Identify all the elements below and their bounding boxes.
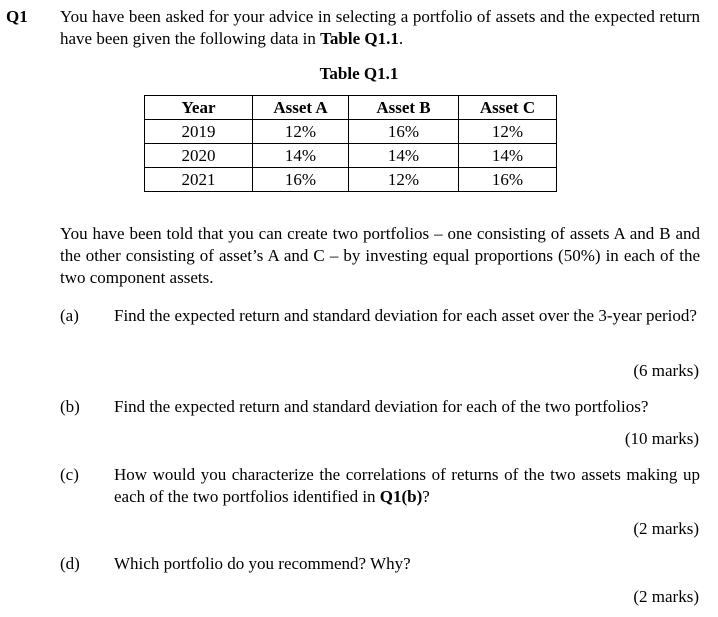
- header-asset-a: Asset A: [253, 96, 349, 120]
- part-c-ref: Q1(b): [379, 487, 423, 506]
- table-cell: 12%: [459, 120, 557, 144]
- table-cell: 16%: [253, 168, 349, 192]
- table-cell: 14%: [349, 144, 459, 168]
- part-c-text: [114, 464, 700, 508]
- header-asset-c: Asset C: [459, 96, 557, 120]
- table-row: [145, 168, 557, 192]
- part-c-text-main: How would you characterize the correlations of returns of the two assets making up each of the two portfolios identified in: [114, 465, 700, 506]
- part-c-marks: (2 marks): [633, 519, 699, 538]
- table-cell: 12%: [253, 120, 349, 144]
- question-number: Q1: [6, 7, 28, 26]
- returns-table: [144, 95, 557, 192]
- part-a-text: Find the expected return and standard deviation for each asset over the 3-year period?: [114, 306, 697, 325]
- table-cell: 2020: [145, 144, 253, 168]
- intro-end: .: [398, 29, 404, 48]
- part-b-marks: (10 marks): [624, 429, 699, 448]
- part-d-marks: (2 marks): [633, 587, 699, 606]
- table-cell: 14%: [253, 144, 349, 168]
- table-cell: 2019: [145, 120, 253, 144]
- part-a-label: (a): [60, 306, 79, 325]
- intro-table-ref: Table Q1.1: [320, 29, 399, 48]
- part-a-marks: (6 marks): [633, 361, 699, 380]
- table-header-row: [145, 96, 557, 120]
- header-year: Year: [145, 96, 253, 120]
- table-cell: 12%: [349, 168, 459, 192]
- table-cell: 16%: [349, 120, 459, 144]
- table-row: [145, 144, 557, 168]
- portfolio-description: You have been told that you can create two portfolios – one consisting of assets A and B and the other consisting of asset’s A and C – by investing equal proportions (50%) in each of the two component assets.: [60, 224, 700, 287]
- table-cell: 14%: [459, 144, 557, 168]
- part-d-label: (d): [60, 554, 80, 573]
- table-title: Table Q1.1: [319, 64, 399, 83]
- part-b-text: Find the expected return and standard deviation for each of the two portfolios?: [114, 397, 649, 416]
- table-cell: 16%: [459, 168, 557, 192]
- question-intro: [60, 6, 700, 50]
- intro-text: You have been asked for your advice in selecting a portfolio of assets and the expected return have been given the following data in: [60, 7, 700, 48]
- part-b-label: (b): [60, 397, 80, 416]
- table-row: [145, 120, 557, 144]
- table-cell: 2021: [145, 168, 253, 192]
- part-c-text-end: ?: [422, 487, 430, 506]
- part-c-label: (c): [60, 465, 79, 484]
- header-asset-b: Asset B: [349, 96, 459, 120]
- part-d-text: Which portfolio do you recommend? Why?: [114, 554, 411, 573]
